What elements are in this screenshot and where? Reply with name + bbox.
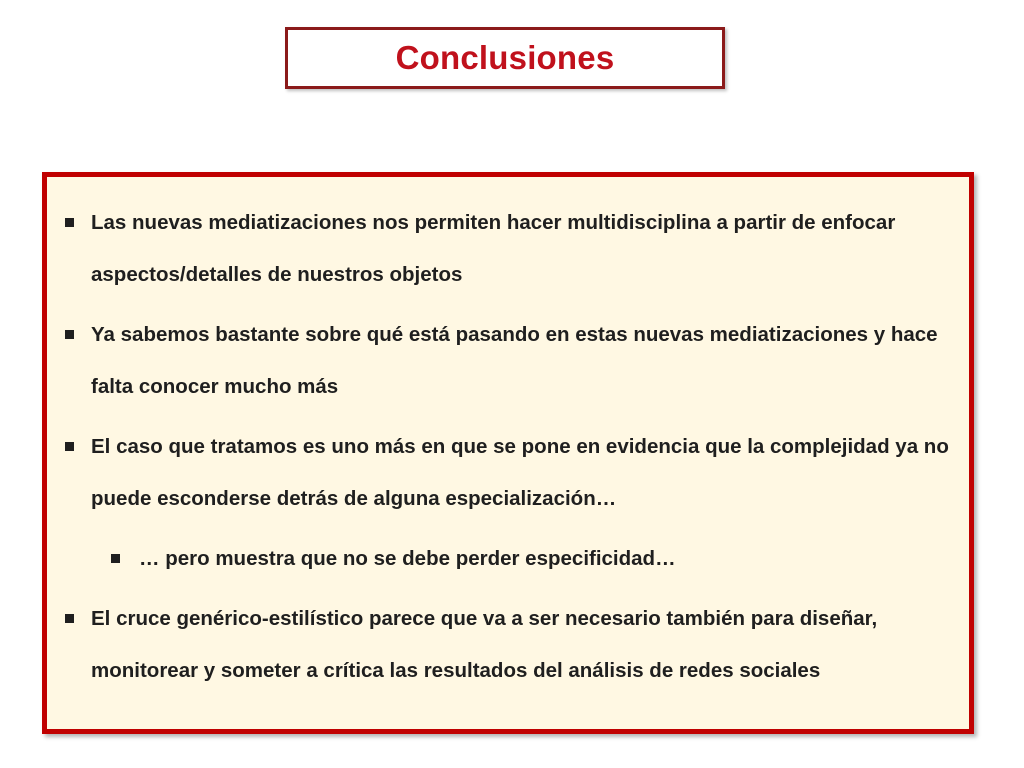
sub-bullet-item xyxy=(111,533,949,585)
bullet-text: Ya sabemos bastante sobre qué está pasando en estas nuevas mediatizaciones y hace falta conocer mucho más xyxy=(91,323,938,398)
bullet-list xyxy=(65,197,949,697)
square-bullet-icon xyxy=(65,218,74,227)
bullet-item xyxy=(65,197,949,301)
square-bullet-icon xyxy=(65,330,74,339)
bullet-item xyxy=(65,309,949,413)
title-box xyxy=(285,27,725,89)
slide-title: Conclusiones xyxy=(395,39,615,76)
bullet-text: Las nuevas mediatizaciones nos permiten hacer multidisciplina a partir de enfocar aspectos/detalles de nuestros objetos xyxy=(91,211,896,286)
square-bullet-icon xyxy=(65,442,74,451)
bullet-text: El cruce genérico-estilístico parece que va a ser necesario también para diseñar, monitorear y someter a crítica las resultados del análisis de redes sociales xyxy=(91,607,878,682)
sub-bullet-text: … pero muestra que no se debe perder especificidad… xyxy=(139,547,676,570)
bullet-text: El caso que tratamos es uno más en que se pone en evidencia que la complejidad ya no puede esconderse detrás de alguna especialización… xyxy=(91,435,949,510)
bullet-item xyxy=(65,421,949,525)
square-bullet-icon xyxy=(65,614,74,623)
square-bullet-icon xyxy=(111,554,120,563)
bullet-item xyxy=(65,593,949,697)
content-box xyxy=(42,172,974,734)
